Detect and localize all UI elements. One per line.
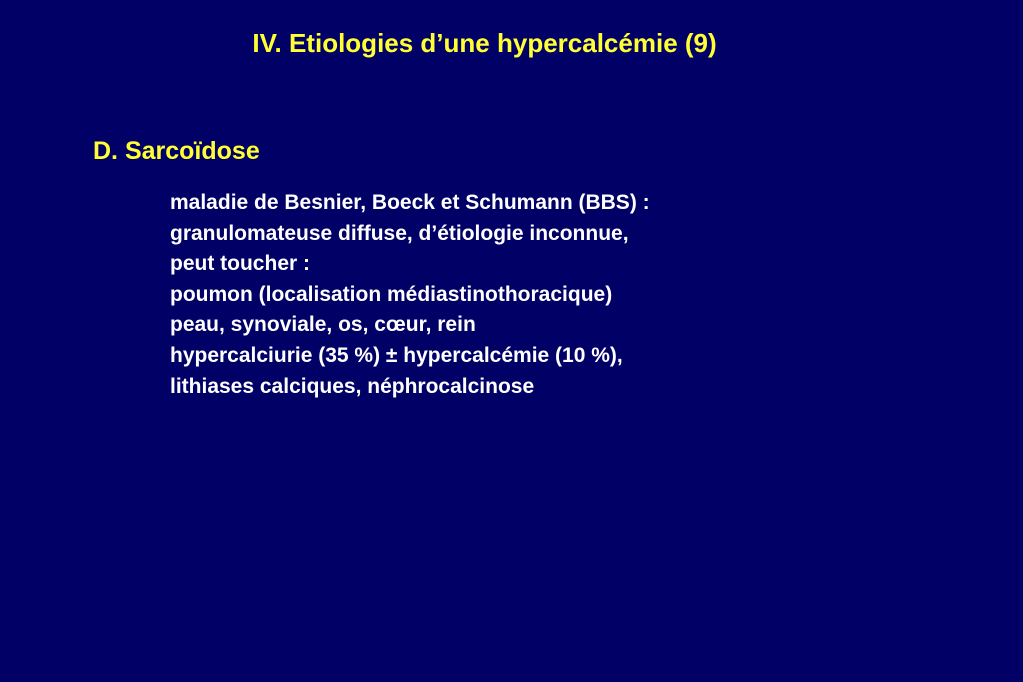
body-line: maladie de Besnier, Boeck et Schumann (BBS) : xyxy=(170,191,650,214)
body-line: hypercalciurie (35 %) ± hypercalcémie (10 %), xyxy=(170,343,623,367)
slide-title: IV. Etiologies d’une hypercalcémie (9) xyxy=(252,28,717,58)
body-line: lithiases calciques, néphrocalcinose xyxy=(170,374,535,398)
body-line: peut toucher : xyxy=(170,252,310,276)
body-line: poumon (localisation médiastinothoracique) xyxy=(170,282,613,306)
body-text-list xyxy=(170,188,650,402)
section-heading: D. Sarcoïdose xyxy=(93,137,260,165)
body-line: granulomateuse diffuse, d’étiologie inconnue, xyxy=(170,221,629,245)
body-line: peau, synoviale, os, cœur, rein xyxy=(170,313,476,337)
